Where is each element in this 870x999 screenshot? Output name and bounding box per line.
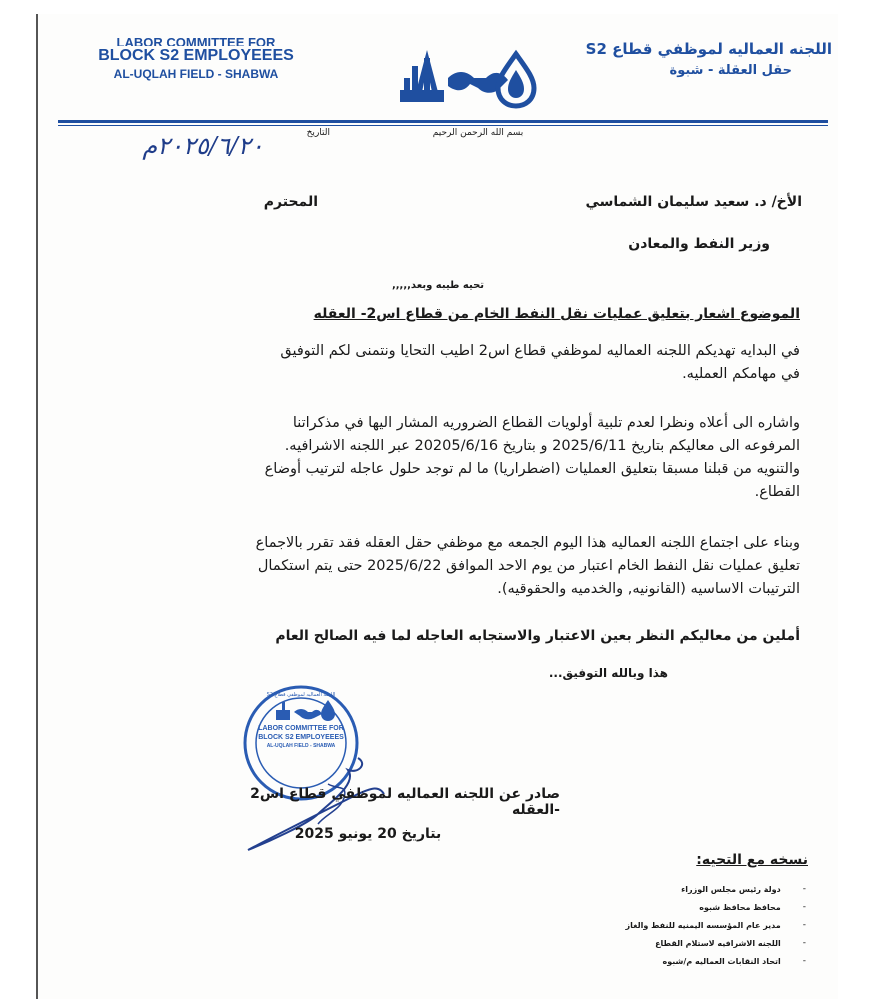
- copy-item-label: اللجنه الاشرافيه لاستلام القطاع: [655, 938, 781, 948]
- closing-request: أملين من معاليكم النظر بعين الاعتبار والاستجابه العاجله لما فيه الصالح العام: [275, 628, 800, 644]
- copies-title: نسخه مع التحيه:: [696, 852, 808, 868]
- recipient-honorific: المحترم: [263, 194, 318, 210]
- list-item: - محافظ محافظ شبوه: [699, 902, 806, 912]
- copies-list: [566, 880, 806, 970]
- date-handwritten: ٢٠٢٥/٦/٢٠م: [142, 132, 264, 160]
- stamp-line1: LABOR COMMITTEE FOR: [258, 725, 344, 732]
- paragraph-intro: في البدايه تهديكم اللجنه العماليه لموظفي قطاع اس2 اطيب التحايا ونتمنى لكم التوفيق في مهامكم العمليه.: [280, 343, 800, 382]
- issuer-date: بتاريخ 20 يونيو 2025: [294, 826, 442, 842]
- paragraph-background: واشاره الى أعلاه ونظرا لعدم تلبية أولويات القطاع الضروريه المشار اليها في مذكراتنا المرفوعه الى معاليكم بتاريخ 2025/6/11 و بتاريخ 20205/6/16 عبر اللجنه الاشرافيه. والتنويه من قبلنا مسبقا بتعليق العمليات (اضطراريا) ما لم توجد حلول عاجله لترتيب أوضاع القطاع.: [264, 415, 800, 500]
- list-item: - اتحاد النقابات العماليه م/شبوه: [662, 956, 806, 966]
- list-item: - اللجنه الاشرافيه لاستلام القطاع: [655, 938, 806, 948]
- list-item: - دولة رئيس مجلس الوزراء: [681, 884, 806, 894]
- list-item: - مدير عام المؤسسه اليمنيه للنفط والغاز: [625, 920, 806, 930]
- basmala: بسم الله الرحمن الرحيم: [432, 128, 524, 138]
- paragraph-decision: وبناء على اجتماع اللجنه العماليه هذا اليوم الجمعه مع موظفي حقل العقله فقد تقرر بالاجماع تعليق عمليات نقل النفط الخام اعتبار من يوم الاحد الموافق 2025/6/22 حتى يتم استكمال الترتيبات الاساسيه (القانونيه, والخدميه والحقوقيه).: [255, 535, 800, 597]
- letterhead-english-line3: AL-UQLAH FIELD - SHABWA: [113, 67, 279, 81]
- copy-item-label: دولة رئيس مجلس الوزراء: [681, 884, 781, 894]
- issuer-line: صادر عن اللجنه العماليه لموظفي قطاع اس2 -العقله: [250, 786, 560, 818]
- logo-icon: [398, 48, 538, 110]
- subject-line: الموضوع اشعار بتعليق عمليات نقل النفط الخام من قطاع اس2- العقله: [313, 306, 800, 322]
- header-rule-thick: [58, 120, 828, 123]
- recipient-name: الأخ/ د. سعيد سليمان الشماسي: [585, 194, 802, 210]
- recipient-title: وزير النفط والمعادن: [628, 236, 770, 252]
- letterhead-english: [86, 36, 306, 82]
- committee-logo: [398, 48, 538, 110]
- stamp-line3: AL-UQLAH FIELD - SHABWA: [266, 743, 336, 749]
- stamp-arabic: اللجنه العماليه لموظفي قطاع S2: [266, 692, 336, 698]
- copy-item-label: اتحاد النقابات العماليه م/شبوه: [662, 956, 781, 966]
- stamp-line2: BLOCK S2 EMPLOYEEES: [258, 734, 344, 741]
- copy-item-label: مدير عام المؤسسه اليمنيه للنفط والغاز: [625, 920, 781, 930]
- letterhead-arabic-line1: اللجنه العماليه لموظفي قطاع S2: [585, 40, 832, 58]
- closing-phrase: هذا وبالله التوفيق...: [548, 666, 668, 680]
- header-rule-thin: [58, 125, 828, 126]
- copy-item-label: محافظ محافظ شبوه: [699, 902, 781, 912]
- letterhead-arabic: [532, 38, 832, 82]
- greeting: تحيه طيبه وبعد,,,,,: [391, 280, 485, 291]
- letterhead-english-line1: LABOR COMMITTEE FOR: [116, 36, 276, 46]
- date-label: التاريخ: [306, 128, 330, 138]
- letterhead-english-line2: BLOCK S2 EMPLOYEEES: [98, 47, 294, 64]
- letterhead-arabic-line2: حقل العقلة - شبوة: [669, 63, 792, 78]
- letter-page: [36, 14, 838, 999]
